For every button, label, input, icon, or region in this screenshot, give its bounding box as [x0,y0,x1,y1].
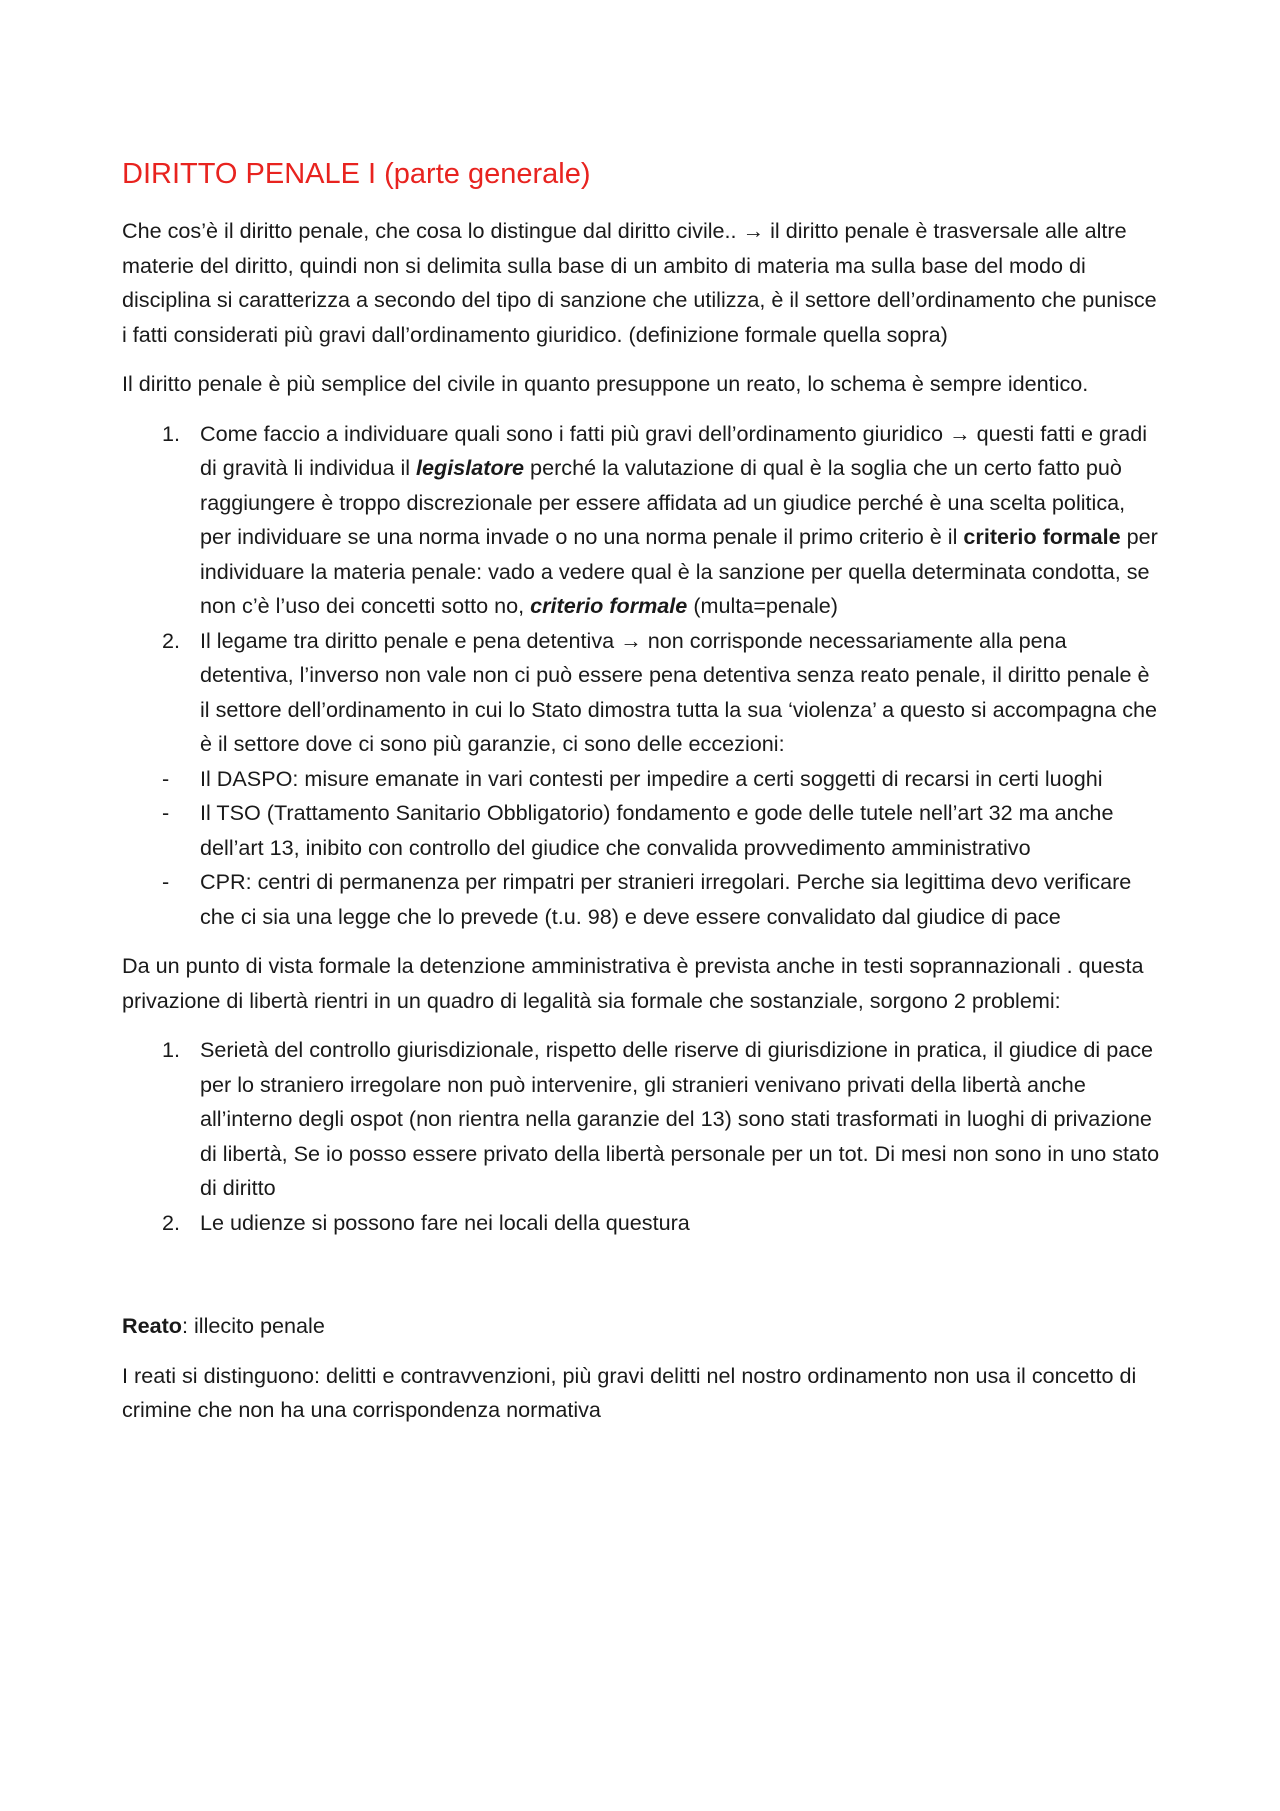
reato-label: Reato [122,1313,182,1338]
emphasis-criterio-formale-italic: criterio formale [530,593,688,618]
reato-definition [122,1309,1162,1344]
emphasis-criterio-formale: criterio formale [963,524,1121,549]
list-item-text [200,421,1158,619]
list-number: 1. [162,1037,181,1062]
dash-item [122,796,1162,865]
list-item-text: Le udienze si possono fare nei locali della questura [200,1209,690,1235]
blank-space [122,1255,1162,1309]
intro-paragraph-1: Che cos’è il diritto penale, che cosa lo distingue dal diritto civile.. → il diritto penale è trasversale alle altre materie del diritto, quindi non si delimita sulla base di un ambito di materia ma sulla base del modo di disciplina si caratterizza a secondo del tipo di sanzione che utilizza, è il settore dell’ordinamento che punisce i fatti considerati più gravi dall’ordinamento giuridico. (definizione formale quella sopra) [122,218,1157,347]
list-number: 2. [162,627,181,653]
list-item [122,624,1162,762]
criteria-list [122,417,1162,935]
dash-marker: - [162,765,170,791]
list-item [122,417,1162,624]
list-item [122,1206,1162,1241]
intro-paragraph-2: Il diritto penale è più semplice del civile in quanto presuppone un reato, lo schema è sempre identico. [122,371,1089,396]
list-item-text: Il legame tra diritto penale e pena detentiva → non corrisponde necessariamente alla pena detentiva, l’inverso non vale non ci può essere pena detentiva senza reato penale, il diritto penale è il settore dell’ordinamento in cui lo Stato dimostra tutta la sua ‘violenza’ a questo si accompagna che è il settore dove ci sono più garanzie, ci sono delle eccezioni: [200,627,1158,756]
dash-marker: - [162,800,170,825]
text-run: (multa=penale) [687,593,838,618]
dash-item-text: Il DASPO: misure emanate in vari contesti per impedire a certi soggetti di recarsi in certi luoghi [200,765,1103,791]
page-title: DIRITTO PENALE I (parte generale) [122,158,591,190]
reato-text: : illecito penale [182,1313,325,1338]
text-run: Come faccio a individuare quali sono i fatti più gravi dell’ordinamento giuridico → questi fatti e gradi di gravità li individua il [200,420,1148,480]
problems-list [122,1033,1162,1240]
dash-item [122,762,1162,797]
text-run: perché la valutazione di qual è la soglia che un certo fatto può raggiungere è troppo discrezionale per essere affidata ad un giudice perché è una scelta politica, per individuare se una norma invade o no una norma penale il primo criterio è il [200,455,1126,549]
list-item [122,1033,1162,1206]
paragraph-detenzione: Da un punto di vista formale la detenzione amministrativa è prevista anche in testi soprannazionali . questa privazione di libertà rientri in un quadro di legalità sia formale che sostanziale, sorgono 2 problemi: [122,953,1144,1013]
dash-marker: - [162,869,170,894]
paragraph-reati: I reati si distinguono: delitti e contravvenzioni, più gravi delitti nel nostro ordinamento non usa il concetto di crimine che non ha una corrispondenza normativa [122,1362,1137,1422]
dash-item [122,865,1162,934]
list-item-text: Serietà del controllo giurisdizionale, rispetto delle riserve di giurisdizione in pratica, il giudice di pace per lo straniero irregolare non può intervenire, gli stranieri venivano privati della libertà anche all’interno degli ospot (non rientra nella garanzie del 13) sono stati trasformati in luoghi di privazione di libertà, Se io posso essere privato della libertà personale per un tot. Di mesi non sono in uno stato di diritto [200,1037,1160,1200]
dash-item-text: CPR: centri di permanenza per rimpatri per stranieri irregolari. Perche sia legittima devo verificare che ci sia una legge che lo prevede (t.u. 98) e deve essere convalidato dal giudice di pace [200,869,1132,929]
dash-item-text: Il TSO (Trattamento Sanitario Obbligatorio) fondamento e gode delle tutele nell’art 32 ma anche dell’art 13, inibito con controllo del giudice che convalida provvedimento amministrativo [200,800,1114,860]
list-number: 2. [162,1209,181,1235]
emphasis-legislatore: legislatore [416,455,525,480]
list-number: 1. [162,420,181,446]
text-run: per individuare la materia penale: vado a vedere qual è la sanzione per quella determinata condotta, se non c’è l’uso dei concetti sotto no, [200,524,1158,618]
